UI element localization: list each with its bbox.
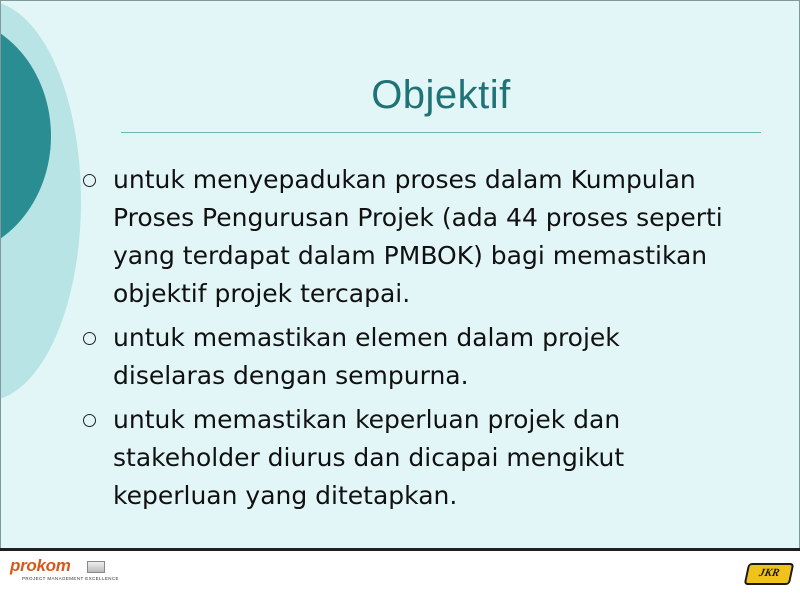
bullet-text: untuk menyepadukan proses dalam Kumpulan Proses Pengurusan Projek (ada 44 proses seperti yang terdapat dalam PMBOK) bagi memastikan objektif projek tercapai. xyxy=(113,165,723,308)
footer-divider xyxy=(0,548,800,551)
prokom-logo-tagline: PROJECT MANAGEMENT EXCELLENCE xyxy=(22,576,119,581)
bullet-text: untuk memastikan elemen dalam projek diselaras dengan sempurna. xyxy=(113,323,620,390)
bullet-item xyxy=(81,401,731,515)
jkr-logo-text: JKR xyxy=(757,567,781,579)
bullet-item xyxy=(81,161,731,313)
hollow-circle-bullet-icon xyxy=(83,332,96,345)
hollow-circle-bullet-icon xyxy=(83,414,96,427)
prokom-logo xyxy=(10,556,120,584)
hollow-circle-bullet-icon xyxy=(83,174,96,187)
slide-title: Objektif xyxy=(371,73,511,117)
bullet-item xyxy=(81,319,731,395)
title-divider xyxy=(121,132,761,133)
bullet-list xyxy=(81,161,731,521)
prokom-logo-wordmark: prokom xyxy=(10,556,71,575)
jkr-logo xyxy=(744,563,795,585)
prokom-badge-icon xyxy=(87,561,105,573)
bullet-text: untuk memastikan keperluan projek dan stakeholder diurus dan dicapai mengikut keperluan yang ditetapkan. xyxy=(113,405,625,510)
